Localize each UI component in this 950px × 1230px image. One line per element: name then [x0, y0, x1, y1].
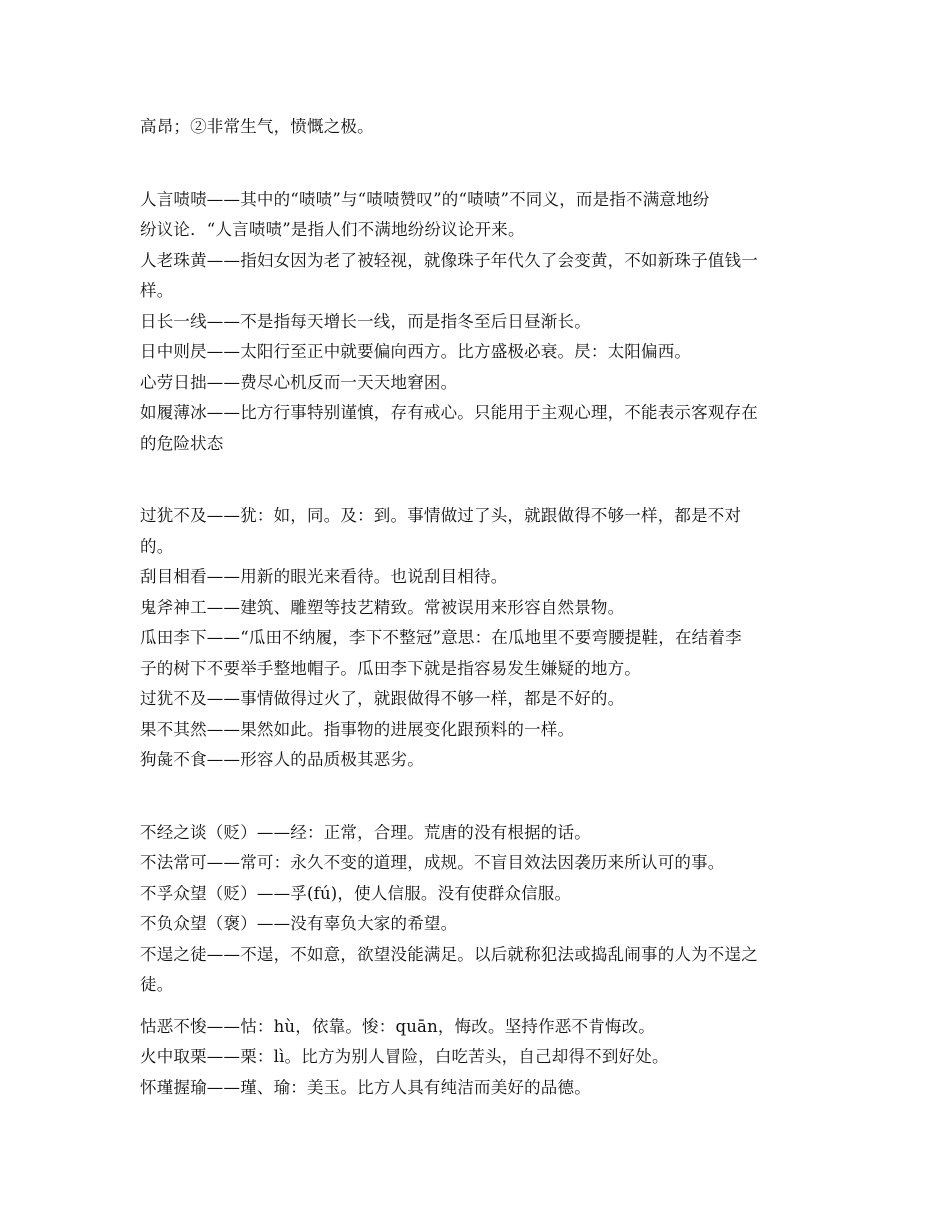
idiom-entry: 过犹不及——事情做得过火了，就跟做得不够一样，都是不好的。	[140, 689, 625, 708]
idiom-entry: 不逞之徒——不逞，不如意，欲望没能满足。以后就称犯法或捣乱闹事的人为不逞之	[140, 944, 758, 964]
idiom-entry: 不经之谈（贬）——经：正常，合理。荒唐的没有根据的话。	[140, 822, 591, 842]
idiom-entry-continuation: 子的树下不要举手整地帽子。瓜田李下就是指容易发生嫌疑的地方。	[140, 658, 641, 678]
idiom-entry: 过犹不及——犹：如，同。及：到。事情做过了头，就跟做得不够一样，都是不对	[140, 506, 742, 525]
idiom-entry: 怙恶不悛——怙：hù，依靠。悛：quān，悔改。坚持作恶不肯悔改。	[140, 1016, 656, 1036]
idiom-entry: 心劳日拙——费尽心机反而一天天地窘困。	[140, 372, 458, 392]
idiom-entry: 日长一线——不是指每天增长一线，而是指冬至后日昼渐长。	[140, 311, 591, 331]
idiom-entry: 不孚众望（贬）——孚(fú)，使人信服。没有使群众信服。	[140, 883, 572, 903]
paragraph-gap	[140, 459, 808, 490]
paragraph-gap	[140, 807, 808, 818]
paragraph-gap	[140, 1001, 808, 1012]
idiom-entry: 果不其然——果然如此。指事物的进展变化跟预料的一样。	[140, 719, 575, 739]
idiom-entry: 日中则昃——太阳行至正中就要偏向西方。比方盛极必衰。昃：太阳偏西。	[140, 342, 692, 361]
idiom-entry: 不负众望（褒）——没有辜负大家的希望。	[140, 914, 458, 933]
idiom-entry: 狗彘不食——形容人的品质极其恶劣。	[140, 750, 424, 769]
idiom-entry-continuation: 的危险状态	[140, 433, 224, 453]
paragraph-gap	[140, 174, 808, 185]
idiom-entry-continuation: 样。	[140, 281, 174, 300]
idiom-entry: 刮目相看——用新的眼光来看待。也说刮目相待。	[140, 567, 508, 586]
idiom-entry: 怀瑾握瑜——瑾、瑜：美玉。比方人具有纯洁而美好的品德。	[140, 1077, 591, 1097]
idiom-entry: 火中取栗——栗：lì。比方为别人冒险，白吃苦头，自己却得不到好处。	[140, 1047, 669, 1066]
idiom-entry-continuation: 徒。	[140, 975, 174, 994]
idiom-entry: 人言啧啧——其中的“啧啧”与“啧啧赞叹”的“啧啧”不同义，而是指不满意地纷	[140, 189, 710, 209]
idiom-entry: 瓜田李下——“瓜田不纳履，李下不整冠”意思：在瓜地里不要弯腰提鞋，在结着李	[140, 628, 742, 647]
document-body	[140, 112, 808, 1103]
idiom-entry: 如履薄冰——比方行事特别谨慎，存有戒心。只能用于主观心理，不能表示客观存在	[140, 403, 758, 422]
paragraph-gap	[140, 490, 808, 501]
idiom-entry: 人老珠黄——指妇女因为老了被轻视，就像珠子年代久了会变黄，不如新珠子值钱一	[140, 250, 758, 270]
idiom-entry-continuation: 的。	[140, 536, 174, 556]
text-line: 高昂；②非常生气，愤慨之极。	[140, 117, 374, 136]
paragraph-gap	[140, 143, 808, 174]
idiom-entry: 不法常可——常可：永久不变的道理，成规。不盲目效法因袭历来所认可的事。	[140, 853, 725, 872]
idiom-entry-continuation: 纷议论．“人言啧啧”是指人们不满地纷纷议论开来。	[140, 220, 525, 239]
paragraph-gap	[140, 776, 808, 807]
idiom-entry: 鬼斧神工——建筑、雕塑等技艺精致。常被误用来形容自然景物。	[140, 597, 625, 617]
